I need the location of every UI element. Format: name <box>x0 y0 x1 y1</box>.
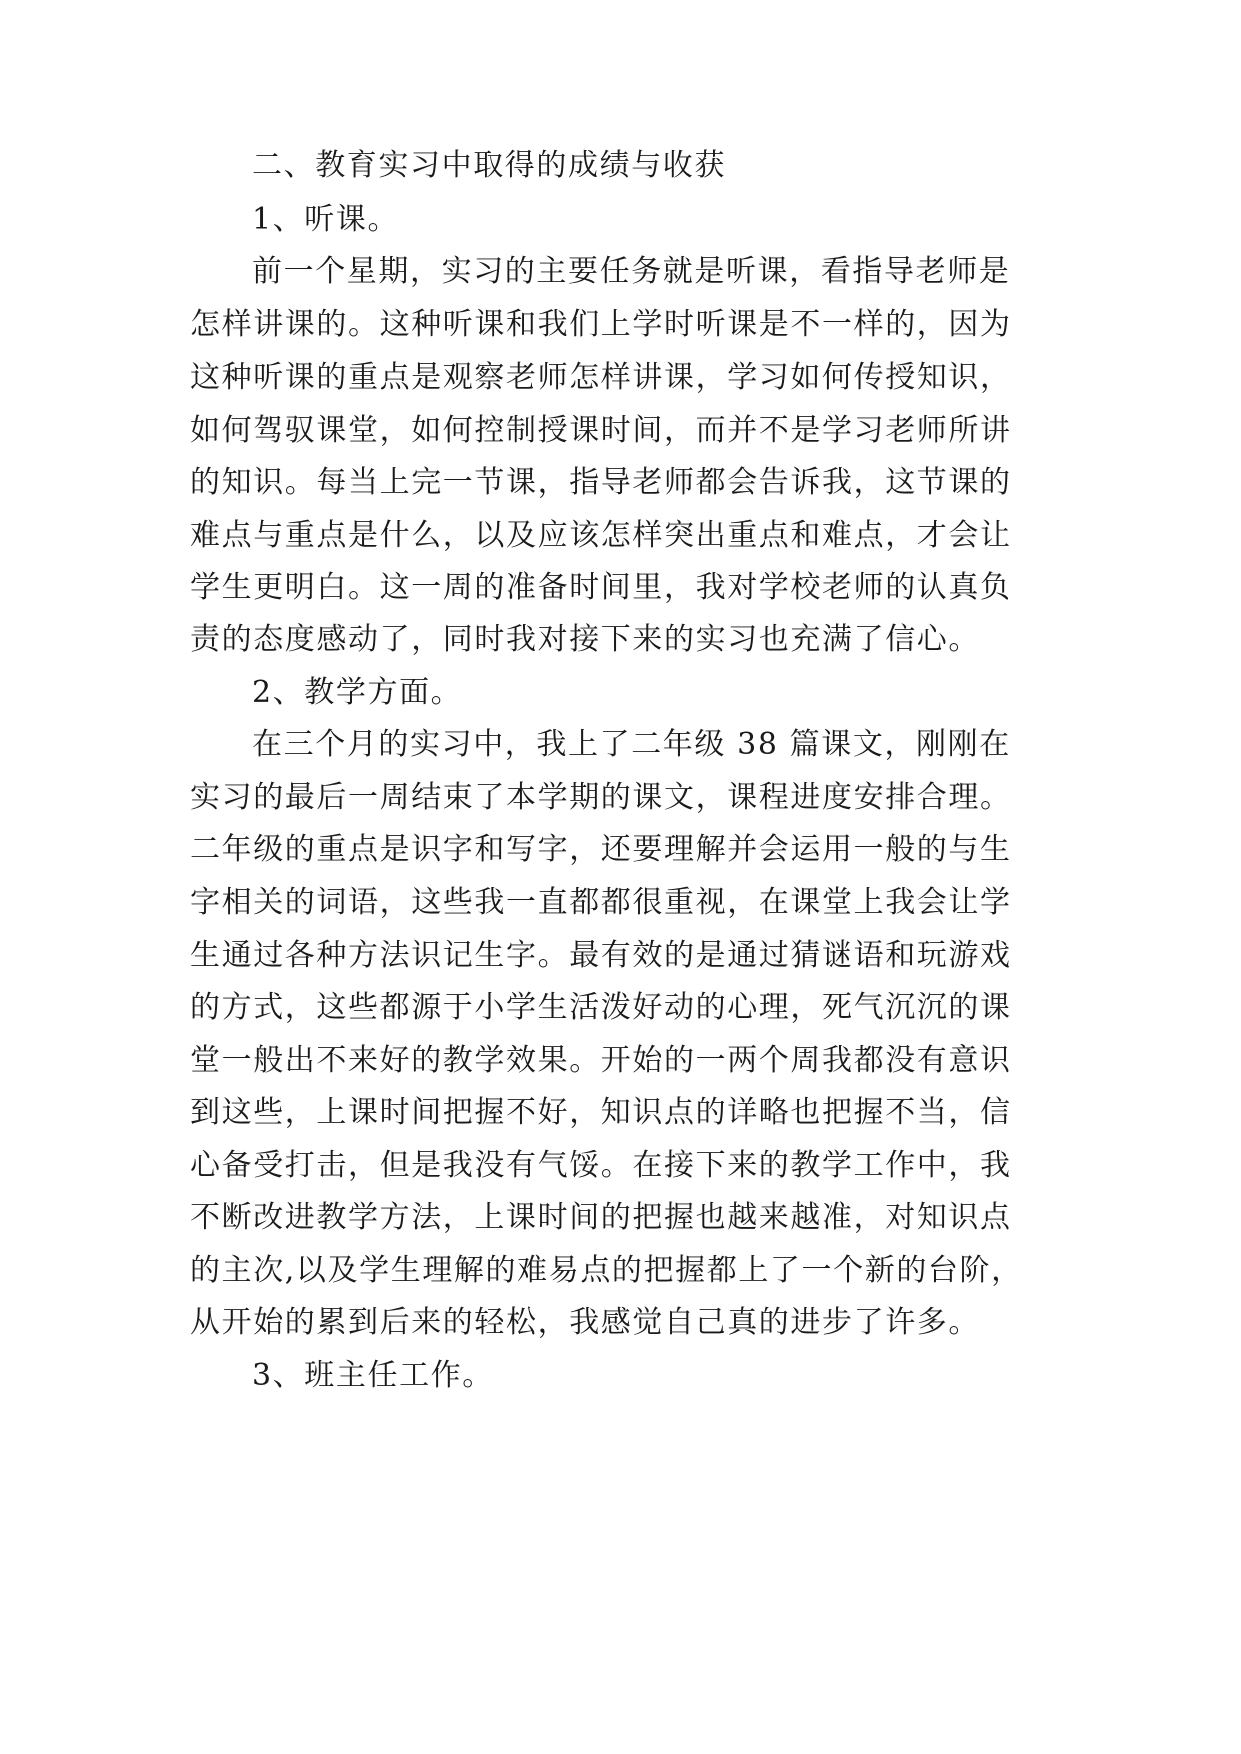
paragraph-line: 责的态度感动了，同时我对接下来的实习也充满了信心。 <box>190 622 980 657</box>
paragraph-line: 堂一般出不来好的教学效果。开始的一两个周我都没有意识 <box>190 1043 1012 1078</box>
paragraph-line: 到这些，上课时间把握不好，知识点的详略也把握不当，信 <box>190 1095 1012 1130</box>
paragraph-line: 的主次,以及学生理解的难易点的把握都上了一个新的台阶， <box>190 1253 1023 1288</box>
paragraph-line: 学生更明白。这一周的准备时间里，我对学校老师的认真负 <box>190 570 1012 605</box>
paragraph-line: 心备受打击，但是我没有气馁。在接下来的教学工作中，我 <box>190 1148 1012 1183</box>
paragraph-line: 的方式，这些都源于小学生活泼好动的心理，死气沉沉的课 <box>190 990 1012 1025</box>
paragraph-line: 生通过各种方法识记生字。最有效的是通过猜谜语和玩游戏 <box>190 938 1012 973</box>
paragraph-line: 从开始的累到后来的轻松，我感觉自己真的进步了许多。 <box>190 1305 980 1340</box>
paragraph-line: 难点与重点是什么，以及应该怎样突出重点和难点，才会让 <box>190 518 1012 553</box>
paragraph-line: 怎样讲课的。这种听课和我们上学时听课是不一样的，因为 <box>190 307 1012 342</box>
subheading-class-teacher: 3、班主任工作。 <box>252 1358 494 1393</box>
paragraph-line: 这种听课的重点是观察老师怎样讲课，学习如何传授知识， <box>190 360 1012 395</box>
paragraph-line: 不断改进教学方法，上课时间的把握也越来越准，对知识点 <box>190 1200 1012 1235</box>
section-heading: 二、教育实习中取得的成绩与收获 <box>252 148 726 183</box>
paragraph-line: 前一个星期，实习的主要任务就是听课，看指导老师是 <box>252 254 1011 289</box>
subheading-listening: 1、听课。 <box>252 202 400 237</box>
paragraph-line: 二年级的重点是识字和写字，还要理解并会运用一般的与生 <box>190 832 1012 867</box>
subheading-teaching: 2、教学方面。 <box>252 675 463 710</box>
paragraph-line: 字相关的词语，这些我一直都都很重视，在课堂上我会让学 <box>190 885 1012 920</box>
paragraph-line: 如何驾驭课堂，如何控制授课时间，而并不是学习老师所讲 <box>190 413 1012 448</box>
paragraph-line: 实习的最后一周结束了本学期的课文，课程进度安排合理。 <box>190 780 1012 815</box>
paragraph-line: 在三个月的实习中，我上了二年级 38 篇课文，刚刚在 <box>252 727 1011 762</box>
paragraph-line: 的知识。每当上完一节课，指导老师都会告诉我，这节课的 <box>190 465 1012 500</box>
